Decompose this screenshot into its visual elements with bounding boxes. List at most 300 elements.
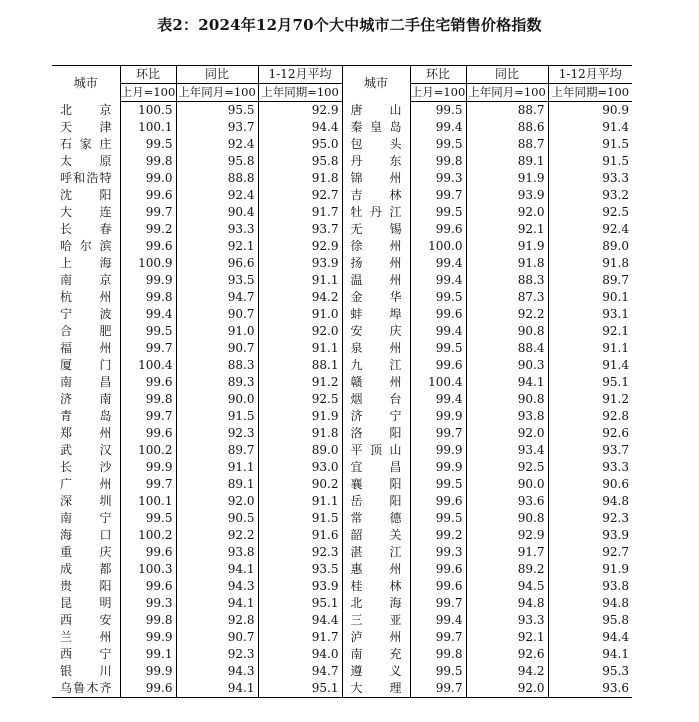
city-name-right: 吉林 bbox=[342, 187, 410, 204]
mom-value-left: 100.2 bbox=[120, 442, 176, 459]
city-name-left: 南京 bbox=[60, 273, 112, 287]
mom-value-left: 99.6 bbox=[120, 544, 176, 561]
yoy-value-left: 94.1 bbox=[176, 595, 258, 612]
avg-value-right: 93.6 bbox=[548, 680, 632, 698]
city-name-left: 石家庄 bbox=[60, 137, 112, 151]
header-mom-base-left: 上月=100 bbox=[120, 84, 176, 102]
city-name-left: 上海 bbox=[60, 256, 112, 270]
mom-value-right: 99.5 bbox=[410, 102, 466, 120]
city-name-left: 南宁 bbox=[60, 511, 112, 525]
avg-value-right: 92.3 bbox=[548, 510, 632, 527]
yoy-value-left: 91.0 bbox=[176, 323, 258, 340]
yoy-value-left: 93.5 bbox=[176, 272, 258, 289]
table-row bbox=[52, 153, 632, 170]
table-row bbox=[52, 204, 632, 221]
avg-value-right: 94.8 bbox=[548, 595, 632, 612]
table-row bbox=[52, 442, 632, 459]
mom-value-left: 99.8 bbox=[120, 391, 176, 408]
city-name-left: 福州 bbox=[60, 341, 112, 355]
mom-value-left: 99.3 bbox=[120, 595, 176, 612]
table-row bbox=[52, 425, 632, 442]
city-name-right: 桂林 bbox=[342, 578, 410, 595]
mom-value-left: 100.9 bbox=[120, 255, 176, 272]
city-name-right: 韶关 bbox=[342, 527, 410, 544]
mom-value-left: 99.8 bbox=[120, 289, 176, 306]
yoy-value-left: 93.3 bbox=[176, 221, 258, 238]
city-name-left: 郑州 bbox=[60, 426, 112, 440]
avg-value-right: 94.4 bbox=[548, 629, 632, 646]
mom-value-right: 99.4 bbox=[410, 323, 466, 340]
yoy-value-right: 92.5 bbox=[466, 459, 548, 476]
yoy-value-left: 92.8 bbox=[176, 612, 258, 629]
yoy-value-left: 88.3 bbox=[176, 357, 258, 374]
mom-value-left: 99.5 bbox=[120, 510, 176, 527]
mom-value-left: 99.6 bbox=[120, 187, 176, 204]
city-name-left: 长沙 bbox=[60, 460, 112, 474]
mom-value-right: 99.2 bbox=[410, 527, 466, 544]
table-row bbox=[52, 612, 632, 629]
city-name-left: 海口 bbox=[60, 528, 112, 542]
city-name-left: 呼和浩特 bbox=[60, 171, 112, 185]
price-index-table bbox=[52, 65, 632, 698]
city-name-left: 青岛 bbox=[60, 409, 112, 423]
avg-value-left: 88.1 bbox=[258, 357, 342, 374]
table-row bbox=[52, 255, 632, 272]
table-row bbox=[52, 544, 632, 561]
avg-value-left: 94.4 bbox=[258, 612, 342, 629]
header-avg-base-right: 上年同期=100 bbox=[548, 84, 632, 102]
yoy-value-left: 95.8 bbox=[176, 153, 258, 170]
avg-value-right: 92.7 bbox=[548, 544, 632, 561]
avg-value-left: 91.7 bbox=[258, 629, 342, 646]
yoy-value-left: 94.1 bbox=[176, 561, 258, 578]
mom-value-right: 99.9 bbox=[410, 408, 466, 425]
avg-value-right: 90.9 bbox=[548, 102, 632, 120]
avg-value-left: 90.2 bbox=[258, 476, 342, 493]
avg-value-right: 92.8 bbox=[548, 408, 632, 425]
yoy-value-right: 94.8 bbox=[466, 595, 548, 612]
yoy-value-left: 90.0 bbox=[176, 391, 258, 408]
avg-value-right: 91.5 bbox=[548, 153, 632, 170]
avg-value-right: 92.5 bbox=[548, 204, 632, 221]
mom-value-right: 99.5 bbox=[410, 510, 466, 527]
yoy-value-right: 94.1 bbox=[466, 374, 548, 391]
yoy-value-left: 90.7 bbox=[176, 340, 258, 357]
header-mom-right: 环比 bbox=[410, 66, 466, 84]
yoy-value-left: 95.5 bbox=[176, 102, 258, 120]
table-row bbox=[52, 102, 632, 120]
mom-value-right: 99.7 bbox=[410, 187, 466, 204]
yoy-value-left: 93.8 bbox=[176, 544, 258, 561]
yoy-value-right: 92.6 bbox=[466, 646, 548, 663]
city-name-left: 银川 bbox=[60, 664, 112, 678]
avg-value-right: 90.1 bbox=[548, 289, 632, 306]
mom-value-left: 99.1 bbox=[120, 646, 176, 663]
city-name-right: 南充 bbox=[342, 646, 410, 663]
avg-value-left: 92.7 bbox=[258, 187, 342, 204]
mom-value-right: 99.4 bbox=[410, 272, 466, 289]
table-row bbox=[52, 272, 632, 289]
header-yoy-base-left: 上年同月=100 bbox=[176, 84, 258, 102]
table-row bbox=[52, 170, 632, 187]
avg-value-right: 93.9 bbox=[548, 527, 632, 544]
avg-value-right: 95.1 bbox=[548, 374, 632, 391]
avg-value-left: 91.1 bbox=[258, 493, 342, 510]
header-yoy-left: 同比 bbox=[176, 66, 258, 84]
avg-value-left: 91.1 bbox=[258, 340, 342, 357]
avg-value-left: 95.1 bbox=[258, 680, 342, 698]
mom-value-left: 99.7 bbox=[120, 204, 176, 221]
city-name-right: 泸州 bbox=[342, 629, 410, 646]
yoy-value-right: 90.3 bbox=[466, 357, 548, 374]
table-row bbox=[52, 391, 632, 408]
city-name-left: 长春 bbox=[60, 222, 112, 236]
mom-value-right: 99.7 bbox=[410, 425, 466, 442]
mom-value-left: 100.5 bbox=[120, 102, 176, 120]
avg-value-left: 92.9 bbox=[258, 238, 342, 255]
avg-value-right: 93.8 bbox=[548, 578, 632, 595]
yoy-value-left: 92.1 bbox=[176, 238, 258, 255]
table-row bbox=[52, 323, 632, 340]
mom-value-left: 100.2 bbox=[120, 527, 176, 544]
yoy-value-right: 92.9 bbox=[466, 527, 548, 544]
table-row bbox=[52, 459, 632, 476]
mom-value-right: 99.4 bbox=[410, 612, 466, 629]
mom-value-right: 99.5 bbox=[410, 476, 466, 493]
mom-value-right: 99.9 bbox=[410, 459, 466, 476]
city-name-left: 济南 bbox=[60, 392, 112, 406]
avg-value-left: 94.7 bbox=[258, 663, 342, 680]
avg-value-left: 91.5 bbox=[258, 510, 342, 527]
avg-value-right: 92.6 bbox=[548, 425, 632, 442]
yoy-value-left: 92.3 bbox=[176, 425, 258, 442]
avg-value-left: 93.5 bbox=[258, 561, 342, 578]
mom-value-left: 100.1 bbox=[120, 119, 176, 136]
city-name-right: 湛江 bbox=[342, 544, 410, 561]
city-name-right: 无锡 bbox=[342, 221, 410, 238]
yoy-value-left: 89.1 bbox=[176, 476, 258, 493]
city-name-right: 九江 bbox=[342, 357, 410, 374]
yoy-value-left: 96.6 bbox=[176, 255, 258, 272]
header-mom-left: 环比 bbox=[120, 66, 176, 84]
yoy-value-right: 89.1 bbox=[466, 153, 548, 170]
yoy-value-right: 88.6 bbox=[466, 119, 548, 136]
avg-value-right: 92.1 bbox=[548, 323, 632, 340]
avg-value-left: 91.2 bbox=[258, 374, 342, 391]
mom-value-left: 99.9 bbox=[120, 272, 176, 289]
avg-value-left: 91.6 bbox=[258, 527, 342, 544]
city-name-left: 昆明 bbox=[60, 596, 112, 610]
mom-value-right: 99.8 bbox=[410, 153, 466, 170]
avg-value-right: 94.1 bbox=[548, 646, 632, 663]
table-row bbox=[52, 595, 632, 612]
mom-value-left: 99.6 bbox=[120, 680, 176, 698]
city-name-left: 沈阳 bbox=[60, 188, 112, 202]
yoy-value-left: 92.0 bbox=[176, 493, 258, 510]
table-row bbox=[52, 680, 632, 698]
city-name-left: 深圳 bbox=[60, 494, 112, 508]
avg-value-left: 92.5 bbox=[258, 391, 342, 408]
yoy-value-left: 94.3 bbox=[176, 663, 258, 680]
yoy-value-right: 91.7 bbox=[466, 544, 548, 561]
city-name-left: 天津 bbox=[60, 120, 112, 134]
yoy-value-right: 91.8 bbox=[466, 255, 548, 272]
avg-value-right: 95.8 bbox=[548, 612, 632, 629]
table-row bbox=[52, 306, 632, 323]
yoy-value-right: 93.4 bbox=[466, 442, 548, 459]
avg-value-right: 91.9 bbox=[548, 561, 632, 578]
city-name-right: 惠州 bbox=[342, 561, 410, 578]
avg-value-left: 91.0 bbox=[258, 306, 342, 323]
header-mom-base-right: 上月=100 bbox=[410, 84, 466, 102]
yoy-value-right: 90.0 bbox=[466, 476, 548, 493]
mom-value-right: 99.5 bbox=[410, 289, 466, 306]
avg-value-left: 91.8 bbox=[258, 170, 342, 187]
city-name-left: 哈尔滨 bbox=[60, 239, 112, 253]
mom-value-right: 99.8 bbox=[410, 646, 466, 663]
yoy-value-right: 91.9 bbox=[466, 238, 548, 255]
avg-value-left: 92.0 bbox=[258, 323, 342, 340]
table-row bbox=[52, 629, 632, 646]
city-name-right: 赣州 bbox=[342, 374, 410, 391]
city-name-right: 平顶山 bbox=[342, 442, 410, 459]
avg-value-right: 93.3 bbox=[548, 459, 632, 476]
city-name-left: 西安 bbox=[60, 613, 112, 627]
table-row bbox=[52, 646, 632, 663]
yoy-value-right: 88.3 bbox=[466, 272, 548, 289]
table-row bbox=[52, 221, 632, 238]
city-name-right: 包头 bbox=[342, 136, 410, 153]
avg-value-right: 91.1 bbox=[548, 340, 632, 357]
avg-value-right: 91.4 bbox=[548, 119, 632, 136]
city-name-left: 重庆 bbox=[60, 545, 112, 559]
city-name-right: 北海 bbox=[342, 595, 410, 612]
mom-value-left: 99.9 bbox=[120, 629, 176, 646]
header-yoy-right: 同比 bbox=[466, 66, 548, 84]
city-name-right: 常德 bbox=[342, 510, 410, 527]
mom-value-left: 99.5 bbox=[120, 323, 176, 340]
header-avg-base-left: 上年同期=100 bbox=[258, 84, 342, 102]
city-name-left: 南昌 bbox=[60, 375, 112, 389]
mom-value-right: 99.6 bbox=[410, 221, 466, 238]
mom-value-left: 100.1 bbox=[120, 493, 176, 510]
yoy-value-right: 92.2 bbox=[466, 306, 548, 323]
yoy-value-left: 91.1 bbox=[176, 459, 258, 476]
avg-value-left: 91.9 bbox=[258, 408, 342, 425]
avg-value-left: 93.9 bbox=[258, 578, 342, 595]
mom-value-left: 99.2 bbox=[120, 221, 176, 238]
avg-value-left: 94.0 bbox=[258, 646, 342, 663]
yoy-value-right: 89.2 bbox=[466, 561, 548, 578]
table-row bbox=[52, 340, 632, 357]
mom-value-right: 99.7 bbox=[410, 680, 466, 698]
avg-value-left: 92.9 bbox=[258, 102, 342, 120]
city-name-left: 兰州 bbox=[60, 630, 112, 644]
mom-value-left: 99.4 bbox=[120, 306, 176, 323]
yoy-value-right: 92.0 bbox=[466, 680, 548, 698]
yoy-value-left: 94.3 bbox=[176, 578, 258, 595]
city-name-left: 西宁 bbox=[60, 647, 112, 661]
avg-value-right: 92.4 bbox=[548, 221, 632, 238]
mom-value-right: 99.3 bbox=[410, 170, 466, 187]
mom-value-right: 99.7 bbox=[410, 595, 466, 612]
mom-value-right: 99.5 bbox=[410, 136, 466, 153]
yoy-value-right: 90.8 bbox=[466, 510, 548, 527]
city-name-right: 泉州 bbox=[342, 340, 410, 357]
table-row bbox=[52, 357, 632, 374]
avg-value-right: 93.7 bbox=[548, 442, 632, 459]
header-city-right: 城市 bbox=[342, 66, 410, 102]
yoy-value-left: 90.4 bbox=[176, 204, 258, 221]
mom-value-right: 99.9 bbox=[410, 442, 466, 459]
table-row bbox=[52, 408, 632, 425]
yoy-value-right: 90.8 bbox=[466, 391, 548, 408]
yoy-value-left: 91.5 bbox=[176, 408, 258, 425]
city-name-right: 徐州 bbox=[342, 238, 410, 255]
avg-value-right: 95.3 bbox=[548, 663, 632, 680]
mom-value-left: 99.0 bbox=[120, 170, 176, 187]
avg-value-right: 91.8 bbox=[548, 255, 632, 272]
avg-value-left: 92.3 bbox=[258, 544, 342, 561]
mom-value-left: 99.8 bbox=[120, 612, 176, 629]
avg-value-right: 91.2 bbox=[548, 391, 632, 408]
city-name-right: 扬州 bbox=[342, 255, 410, 272]
city-name-left: 宁波 bbox=[60, 307, 112, 321]
avg-value-right: 93.3 bbox=[548, 170, 632, 187]
yoy-value-left: 90.7 bbox=[176, 629, 258, 646]
city-name-right: 蚌埠 bbox=[342, 306, 410, 323]
table-header bbox=[52, 66, 632, 102]
yoy-value-right: 93.8 bbox=[466, 408, 548, 425]
yoy-value-right: 94.2 bbox=[466, 663, 548, 680]
yoy-value-left: 88.8 bbox=[176, 170, 258, 187]
city-name-right: 锦州 bbox=[342, 170, 410, 187]
yoy-value-left: 90.7 bbox=[176, 306, 258, 323]
avg-value-left: 95.8 bbox=[258, 153, 342, 170]
avg-value-left: 95.0 bbox=[258, 136, 342, 153]
table-row bbox=[52, 510, 632, 527]
avg-value-left: 89.0 bbox=[258, 442, 342, 459]
city-name-right: 岳阳 bbox=[342, 493, 410, 510]
avg-value-left: 91.7 bbox=[258, 204, 342, 221]
table-row bbox=[52, 663, 632, 680]
city-name-left: 乌鲁木齐 bbox=[52, 680, 120, 698]
yoy-value-right: 92.0 bbox=[466, 425, 548, 442]
city-name-right: 温州 bbox=[342, 272, 410, 289]
table-row bbox=[52, 374, 632, 391]
yoy-value-left: 92.3 bbox=[176, 646, 258, 663]
yoy-value-left: 92.4 bbox=[176, 136, 258, 153]
avg-value-left: 93.9 bbox=[258, 255, 342, 272]
mom-value-right: 99.4 bbox=[410, 391, 466, 408]
city-name-left: 武汉 bbox=[60, 443, 112, 457]
avg-value-left: 93.0 bbox=[258, 459, 342, 476]
avg-value-left: 94.4 bbox=[258, 119, 342, 136]
mom-value-right: 99.5 bbox=[410, 340, 466, 357]
city-name-left: 北京 bbox=[60, 102, 112, 117]
table-title: 表2：2024年12月70个大中城市二手住宅销售价格指数 bbox=[157, 16, 542, 34]
table-row bbox=[52, 187, 632, 204]
header-city-left: 城市 bbox=[52, 66, 120, 102]
city-name-left: 贵阳 bbox=[60, 579, 112, 593]
city-name-right: 丹东 bbox=[342, 153, 410, 170]
yoy-value-left: 92.4 bbox=[176, 187, 258, 204]
yoy-value-left: 94.1 bbox=[176, 680, 258, 698]
yoy-value-right: 92.1 bbox=[466, 221, 548, 238]
table-row bbox=[52, 238, 632, 255]
yoy-value-left: 94.7 bbox=[176, 289, 258, 306]
mom-value-left: 99.7 bbox=[120, 408, 176, 425]
mom-value-right: 100.4 bbox=[410, 374, 466, 391]
avg-value-right: 93.2 bbox=[548, 187, 632, 204]
yoy-value-left: 92.2 bbox=[176, 527, 258, 544]
avg-value-right: 89.7 bbox=[548, 272, 632, 289]
mom-value-left: 99.9 bbox=[120, 663, 176, 680]
yoy-value-right: 93.6 bbox=[466, 493, 548, 510]
table-row bbox=[52, 136, 632, 153]
avg-value-right: 91.5 bbox=[548, 136, 632, 153]
yoy-value-left: 93.7 bbox=[176, 119, 258, 136]
mom-value-right: 99.6 bbox=[410, 493, 466, 510]
mom-value-left: 99.6 bbox=[120, 374, 176, 391]
yoy-value-left: 89.7 bbox=[176, 442, 258, 459]
city-name-right: 唐山 bbox=[342, 102, 410, 120]
mom-value-right: 99.3 bbox=[410, 544, 466, 561]
table-row bbox=[52, 527, 632, 544]
yoy-value-right: 88.4 bbox=[466, 340, 548, 357]
avg-value-right: 93.1 bbox=[548, 306, 632, 323]
city-name-right: 遵义 bbox=[342, 663, 410, 680]
avg-value-left: 91.8 bbox=[258, 425, 342, 442]
city-name-left: 成都 bbox=[60, 562, 112, 576]
mom-value-right: 99.7 bbox=[410, 629, 466, 646]
city-name-left: 大连 bbox=[60, 205, 112, 219]
table-row bbox=[52, 289, 632, 306]
city-name-right: 宜昌 bbox=[342, 459, 410, 476]
table-row bbox=[52, 561, 632, 578]
yoy-value-right: 92.0 bbox=[466, 204, 548, 221]
city-name-right: 烟台 bbox=[342, 391, 410, 408]
mom-value-right: 99.6 bbox=[410, 306, 466, 323]
city-name-right: 洛阳 bbox=[342, 425, 410, 442]
table-row bbox=[52, 476, 632, 493]
yoy-value-right: 93.3 bbox=[466, 612, 548, 629]
mom-value-right: 100.0 bbox=[410, 238, 466, 255]
city-name-left: 合肥 bbox=[60, 324, 112, 338]
avg-value-right: 94.8 bbox=[548, 493, 632, 510]
mom-value-left: 100.4 bbox=[120, 357, 176, 374]
avg-value-left: 91.1 bbox=[258, 272, 342, 289]
avg-value-left: 93.7 bbox=[258, 221, 342, 238]
yoy-value-right: 91.9 bbox=[466, 170, 548, 187]
mom-value-left: 99.7 bbox=[120, 340, 176, 357]
mom-value-left: 99.7 bbox=[120, 476, 176, 493]
city-name-right: 襄阳 bbox=[342, 476, 410, 493]
mom-value-left: 99.6 bbox=[120, 238, 176, 255]
yoy-value-right: 90.8 bbox=[466, 323, 548, 340]
avg-value-left: 94.2 bbox=[258, 289, 342, 306]
header-yoy-base-right: 上年同月=100 bbox=[466, 84, 548, 102]
mom-value-left: 99.5 bbox=[120, 136, 176, 153]
yoy-value-right: 92.1 bbox=[466, 629, 548, 646]
avg-value-right: 91.4 bbox=[548, 357, 632, 374]
avg-value-right: 90.6 bbox=[548, 476, 632, 493]
mom-value-left: 99.6 bbox=[120, 578, 176, 595]
yoy-value-right: 94.5 bbox=[466, 578, 548, 595]
city-name-left: 杭州 bbox=[60, 290, 112, 304]
city-name-right: 大理 bbox=[342, 680, 410, 698]
city-name-right: 金华 bbox=[342, 289, 410, 306]
